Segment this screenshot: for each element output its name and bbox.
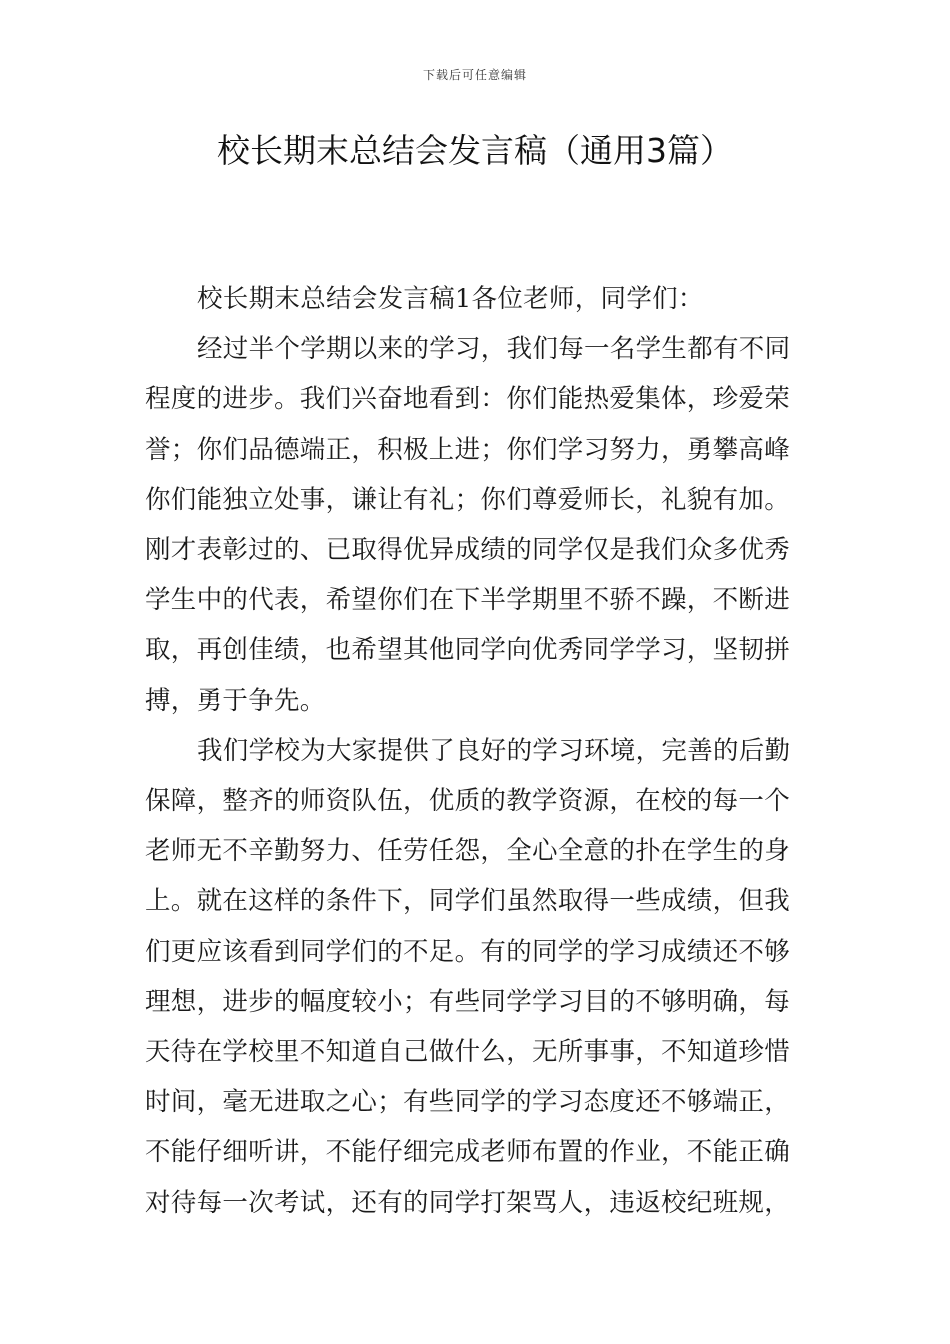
body-line: 对待每一次考试，还有的同学打架骂人，违返校纪班规， xyxy=(145,1187,791,1218)
body-line: 校长期末总结会发言稿1各位老师，同学们： xyxy=(197,284,704,314)
body-line: 誉；你们品德端正，积极上进；你们学习努力，勇攀高峰 xyxy=(145,434,791,465)
body-line: 时间，毫无进取之心；有些同学的学习态度还不够端正， xyxy=(145,1087,791,1118)
body-line: 不能仔细听讲，不能仔细完成老师布置的作业，不能正确 xyxy=(145,1137,791,1168)
body-line: 理想，进步的幅度较小；有些同学学习目的不够明确，每 xyxy=(145,986,791,1017)
body-line: 经过半个学期以来的学习，我们每一名学生都有不同 xyxy=(197,334,791,365)
body-line: 学生中的代表，希望你们在下半学期里不骄不躁，不断进 xyxy=(145,585,791,616)
body-line: 老师无不辛勤努力、任劳任怨，全心全意的扑在学生的身 xyxy=(145,836,791,867)
document-body xyxy=(145,274,807,1228)
body-line: 刚才表彰过的、已取得优异成绩的同学仅是我们众多优秀 xyxy=(145,535,791,566)
body-line: 我们学校为大家提供了良好的学习环境，完善的后勤 xyxy=(197,735,791,766)
body-line: 取，再创佳绩，也希望其他同学向优秀同学学习，坚韧拼 xyxy=(145,635,791,666)
body-line: 保障，整齐的师资队伍，优质的教学资源，在校的每一个 xyxy=(145,786,791,817)
header-note: 下载后可任意编辑 xyxy=(422,68,527,82)
body-line: 搏，勇于争先。 xyxy=(145,685,326,716)
body-line: 程度的进步。我们兴奋地看到：你们能热爱集体，珍爱荣 xyxy=(145,384,791,415)
body-line: 天待在学校里不知道自己做什么，无所事事，不知道珍惜 xyxy=(145,1037,791,1068)
body-line: 你们能独立处事，谦让有礼；你们尊爱师长，礼貌有加。 xyxy=(145,484,791,515)
document-title: 校长期末总结会发言稿（通用3篇） xyxy=(217,131,733,170)
body-line: 上。就在这样的条件下，同学们虽然取得一些成绩，但我 xyxy=(145,886,791,917)
body-line: 们更应该看到同学们的不足。有的同学的学习成绩还不够 xyxy=(145,936,791,967)
